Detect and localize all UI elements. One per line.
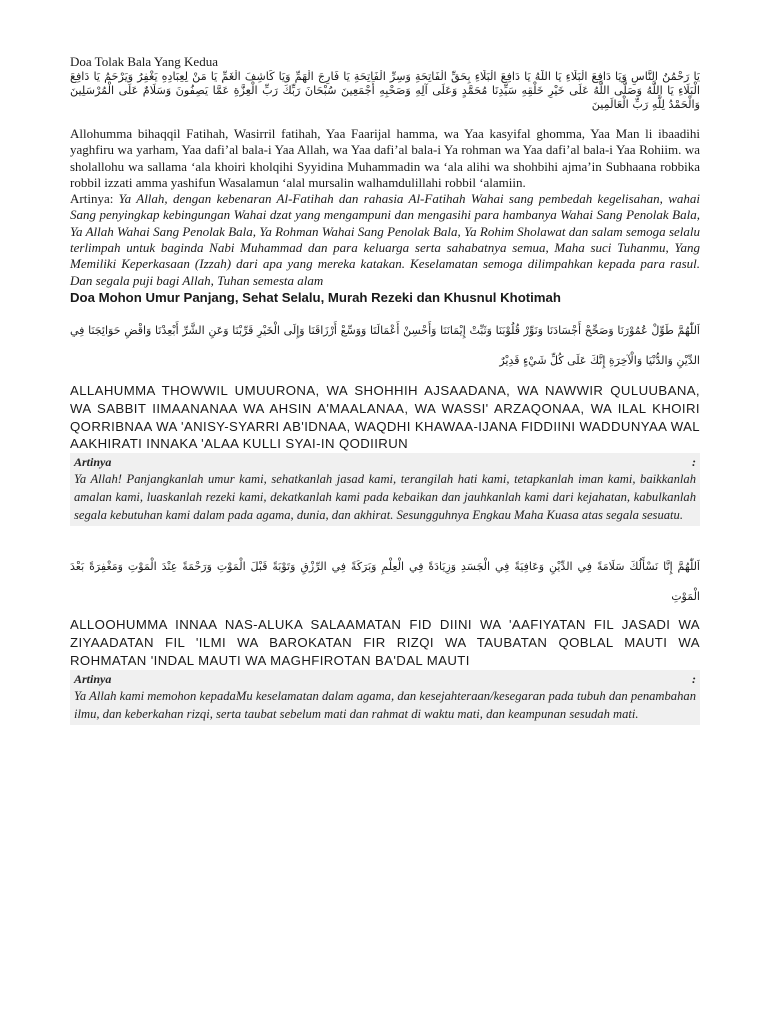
- section-title-umur-panjang: Doa Mohon Umur Panjang, Sehat Selalu, Murah Rezeki dan Khusnul Khotimah: [70, 289, 561, 305]
- artinya-label: Artinya:: [70, 191, 119, 207]
- arabic-text-tolak-bala: يَا رَحْمُنُ النَّاسِ وَيَا دَافِعَ الْبَلَاءِ يَا اللَّهُ يَا دَافِعَ الْبَلَاءِ بِحَقِّ الْفَاتِحَةِ وَسِرِّ الْفَاتِحَةِ يَا فَارِجَ الْهَمِّ وَيَا كَاشِفَ الْغَمِّ يَا مَنْ لِعِبَادِهِ يَغْفِرُ وَيَرْحَمُ يَا دَافِعَ الْبَلَاءِ يَا اللَّهُ وَصَلَّى اللَّهُ عَلَى خَيْرِ خَلْقِهِ سَيِّدِنَا مُحَمَّدٍ وَعَلَى آلِهِ وَصَحْبِهِ أَجْمَعِينَ سُبْحَانَ رَبِّكَ رَبِّ الْعِزَّةِ عَمَّا يَصِفُونَ وَسَلَامٌ عَلَى الْمُرْسَلِينَ وَالْحَمْدُ لِلَّهِ رَبِّ الْعَالَمِينَ: [70, 70, 700, 111]
- translation-box-header: [74, 454, 696, 470]
- transliteration-keselamatan: ALLOOHUMMA INNAA NAS-ALUKA SALAAMATAN FID DIINI WA 'AAFIYATAN FIL JASADI WA ZIYAADATAN FIL 'ILMI WA BAROKATAN FIR RIZQI WA TAUBATAN QOBLAL MAUTI WA ROHMATAN 'INDAL MAUTI WA MAGHFIROTAN BA'DAL MAUTI: [70, 617, 700, 668]
- artinya-label: Artinya: [74, 455, 112, 470]
- artinya-label: Artinya: [74, 671, 112, 686]
- translation-box-header: [74, 671, 696, 687]
- colon-mark: :: [692, 455, 696, 470]
- translation-box-keselamatan: [70, 670, 700, 725]
- transliteration-umur-panjang: ALLAHUMMA THOWWIL UMUURONA, WA SHOHHIH AJSAADANA, WA NAWWIR QULUUBANA, WA SABBIT IIMAANANAA WA AHSIN A'MAALANAA, WA WASSI' ARZAQONAA, WA ILAL KHOIRI QORRIBNAA WA 'ANISY-SYARRI AB'IDNAA, WAQDHI KHAWAA-IJANA FIDDIINI WADDUNYAA WAL AAKHIRATI INNAKA 'ALAA KULLI SYAI-IN QODIIRUN: [70, 382, 700, 452]
- translation-text: Ya Allah! Panjangkanlah umur kami, sehatkanlah jasad kami, terangilah hati kami, tetapkanlah iman kami, baikkanlah amalan kami, luaskanlah rezeki kami, dekatkanlah kami pada kebaikan dan jauhkanlah kami dari kejahatan, kabulkanlah segala kebutuhan kami dalam pada agama, dunia, dan akhirat. Sesungguhnya Engkau Maha Kuasa atas segala sesuatu.: [74, 472, 696, 523]
- colon-mark: :: [692, 671, 696, 686]
- translation-tolak-bala: [70, 191, 700, 289]
- latin-text-tolak-bala: Allohumma bihaqqil Fatihah, Wasirril fatihah, Yaa Faarijal hamma, wa Yaa kasyifal ghomma, Yaa Man li ibaadihi yaghfiru wa yarham, Yaa dafi’al bala-i Yaa Allah, wa Yaa dafi’al bala-i Ya rohman wa Yaa dafi’al bala-i Yaa Rohiim. wa sholallohu wa sallama ‘ala khoiri kholqihi Syyidina Muhammadin wa ‘ala alihi wa shohbihi ajma’in Subhaana robbika robbil izzati amma yashifun Wasalamun ‘alal mursalin walhamdulillahi robbil ‘alamiin.: [70, 126, 700, 190]
- section-title-tolak-bala: Doa Tolak Bala Yang Kedua: [70, 54, 218, 69]
- translation-text: Ya Allah, dengan kebenaran Al-Fatihah dan rahasia Al-Fatihah Wahai sang pembedah kegelisahan, wahai Sang penyingkap kebingungan Wahai dzat yang mengampuni dan mengasihi para hambanya Wahai Sang Penolak Bala, Ya Allah Wahai Sang Penolak Bala, Ya Rohman Wahai Sang Penolak Bala, Ya Rohim Sholawat dan salam semoga selalu terlimpah untuk baginda Nabi Muhammad dan para keluarga serta sahabatnya semua, Maha suci Tuhanmu, Yang Memiliki Keperkasaan (Izzah) dari apa yang mereka katakan. Keselamatan semoga dilimpahkan kepada para rasul. Dan segala puji bagi Allah, Tuhan semesta alam: [70, 191, 700, 288]
- document-page: [70, 54, 700, 725]
- arabic-text-umur-panjang: اَللّٰهُمَّ طَوِّلْ عُمُوْرَنَا وَصَحِّحْ أَجْسَادَنَا وَنَوِّرْ قُلُوْبَنَا وَثَبِّتْ إِيْمَانَنَا وَأَحْسِنْ أَعْمَالَنَا وَوَسِّعْ أَرْزَاقَنَا وَإِلَى الْخَيْرِ قَرِّبْنَا وَعَنِ الشَّرِّ أَبْعِدْنَا وَاقْضِ حَوَائِجَنَا فِي الدِّيْنِ وَالدُّنْيَا وَالْآخِرَةِ إِنَّكَ عَلَى كُلِّ شَيْءٍ قَدِيْرٌ: [70, 323, 700, 367]
- arabic-text-keselamatan: اَللّٰهُمَّ إِنَّا نَسْأَلُكَ سَلَامَةً فِي الدِّيْنِ وَعَافِيَةً فِي الْجَسَدِ وَزِيَادَةً فِي الْعِلْمِ وَبَرَكَةً فِي الرِّزْقِ وَتَوْبَةً قَبْلَ الْمَوْتِ وَرَحْمَةً عِنْدَ الْمَوْتِ وَمَغْفِرَةً بَعْدَ الْمَوْتِ: [70, 560, 700, 604]
- translation-box-umur-panjang: [70, 453, 700, 526]
- translation-text: Ya Allah kami memohon kepadaMu keselamatan dalam agama, dan kesejahteraan/kesegaran pada tubuh dan penambahan ilmu, dan keberkahan rizqi, serta taubat sebelum mati dan rahmat di waktu mati, dan keampunan sesudah mati.: [74, 688, 696, 721]
